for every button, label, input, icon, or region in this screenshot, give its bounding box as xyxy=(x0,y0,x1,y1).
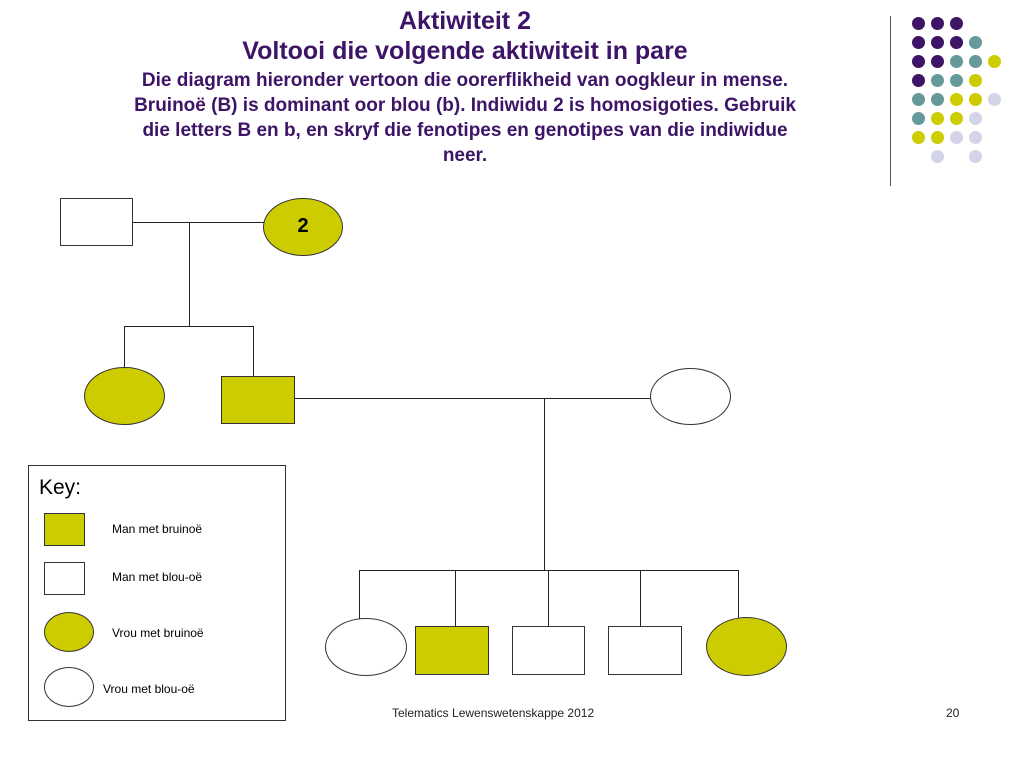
decorative-dot xyxy=(988,55,1001,68)
key-legend xyxy=(28,465,286,721)
child-drop-line xyxy=(548,570,549,626)
slide-instructions xyxy=(40,68,890,168)
key-title: Key: xyxy=(39,476,82,499)
key-label-male-brown-eyes: Man met bruinoë xyxy=(112,522,203,536)
child-drop-line xyxy=(738,570,739,618)
decorative-dot xyxy=(950,112,963,125)
key-label-female-blue-eyes: Vrou met blou-oë xyxy=(103,682,195,696)
slide-title-block xyxy=(40,6,890,168)
decorative-divider xyxy=(890,16,891,186)
decorative-dot xyxy=(912,93,925,106)
key-swatch-female-brown-eyes xyxy=(44,612,94,652)
gen2-female-brown-eyes xyxy=(84,367,165,425)
decorative-dot xyxy=(912,131,925,144)
instruction-line: Die diagram hieronder vertoon die oorerflikheid van oogkleur in mense. xyxy=(141,70,789,91)
decorative-dot xyxy=(931,55,944,68)
child-drop-line xyxy=(253,326,254,376)
decorative-dot xyxy=(988,93,1001,106)
decorative-dot xyxy=(931,131,944,144)
decorative-dot xyxy=(931,112,944,125)
decorative-dot xyxy=(931,36,944,49)
child-drop-line xyxy=(124,326,125,368)
gen3-male-blue-eyes xyxy=(512,626,585,675)
child-drop-line xyxy=(455,570,456,626)
individual-2-label: 2 xyxy=(297,215,309,237)
decorative-dot xyxy=(969,131,982,144)
key-label-female-brown-eyes: Vrou met bruinoë xyxy=(112,626,204,640)
child-drop-line xyxy=(640,570,641,626)
decorative-dot xyxy=(969,150,982,163)
gen3-female-blue-eyes xyxy=(325,618,407,676)
decorative-dot xyxy=(912,74,925,87)
gen3-female-brown-eyes xyxy=(706,617,787,676)
decorative-dot xyxy=(969,74,982,87)
slide-subtitle: Voltooi die volgende aktiwiteit in pare xyxy=(242,37,688,65)
decorative-dot xyxy=(950,17,963,30)
instruction-line: neer. xyxy=(442,145,488,166)
decorative-dot xyxy=(931,93,944,106)
child-drop-line xyxy=(359,570,360,620)
gen2-female-blue-eyes-spouse xyxy=(650,368,731,425)
gen1-male-blue-eyes xyxy=(60,198,133,246)
key-swatch-female-blue-eyes xyxy=(44,667,94,707)
marriage-line-gen2 xyxy=(294,398,650,399)
decorative-dot xyxy=(950,131,963,144)
decorative-dot xyxy=(931,17,944,30)
gen2-male-brown-eyes xyxy=(221,376,295,424)
decorative-dot xyxy=(950,36,963,49)
descent-line-gen2 xyxy=(544,398,545,570)
decorative-dot xyxy=(950,55,963,68)
gen3-male-blue-eyes xyxy=(608,626,682,675)
sibship-line-gen2 xyxy=(124,326,254,327)
footer-credit: Telematics Lewenswetenskappe 2012 xyxy=(392,706,595,720)
key-swatch-male-blue-eyes xyxy=(44,562,85,595)
decorative-dot xyxy=(912,17,925,30)
decorative-dot xyxy=(969,55,982,68)
decorative-dot xyxy=(912,55,925,68)
decorative-dot xyxy=(931,74,944,87)
instruction-line: Bruinoë (B) is dominant oor blou (b). Indiwidu 2 is homosigoties. Gebruik xyxy=(134,95,796,116)
slide-title: Aktiwiteit 2 xyxy=(399,7,531,35)
decorative-dot xyxy=(969,36,982,49)
decorative-dot xyxy=(969,112,982,125)
gen3-male-brown-eyes xyxy=(415,626,489,675)
page-number: 20 xyxy=(946,706,960,720)
decorative-dot xyxy=(912,36,925,49)
decorative-dot xyxy=(931,150,944,163)
instruction-line: die letters B en b, en skryf die fenotipes en genotipes van die indiwidue xyxy=(142,120,788,141)
descent-line-gen1 xyxy=(189,222,190,326)
decorative-dot xyxy=(950,74,963,87)
decorative-dot xyxy=(950,93,963,106)
key-label-male-blue-eyes: Man met blou-oë xyxy=(112,570,203,584)
decorative-dot xyxy=(969,93,982,106)
key-swatch-male-brown-eyes xyxy=(44,513,85,546)
marriage-line-gen1 xyxy=(132,222,264,223)
decorative-dot xyxy=(912,112,925,125)
